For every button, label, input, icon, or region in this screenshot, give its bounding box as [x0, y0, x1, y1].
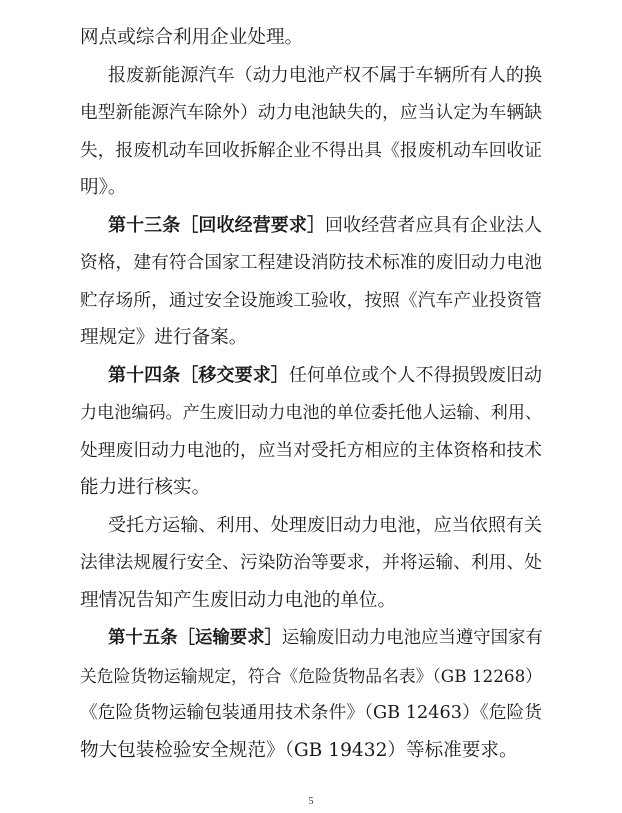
article-13-first-line [108, 214, 542, 238]
article-14-first-line [108, 364, 542, 388]
text-line: 能力进行核实。 [80, 477, 211, 498]
text-line: 报废新能源汽车（动力电池产权不属于车辆所有人的换 [108, 65, 542, 86]
text-line: 理情况告知产生废旧动力电池的单位。 [80, 590, 397, 611]
text-line: 电型新能源汽车除外）动力电池缺失的，应当认定为车辆缺 [80, 103, 542, 123]
text-line: 理规定》进行备案。 [80, 327, 248, 348]
text-line: 处理废旧动力电池的，应当对受托方相应的主体资格和技术 [80, 441, 542, 461]
article-14-heading: 第十四条［移交要求］ [108, 365, 289, 386]
text-line: 网点或综合利用企业处理。 [80, 27, 304, 48]
article-13-text: 回收经营者应具有企业法人 [325, 215, 543, 236]
text-line: 法律法规履行安全、污染防治等要求，并将运输、利用、处 [80, 553, 542, 573]
article-15-first-line [108, 626, 542, 650]
text-line: 《危险货物运输包装通用技术条件》（GB 12463）《危险货 [80, 703, 542, 723]
text-line: 力电池编码。产生废旧动力电池的单位委托他人运输、利用、 [80, 403, 542, 423]
article-14-text: 任何单位或个人不得损毁废旧动 [288, 365, 543, 386]
article-15-text: 运输废旧动力电池应当遵守国家有 [281, 628, 543, 648]
article-15-heading: 第十五条［运输要求］ [108, 628, 282, 648]
text-line: 失，报废机动车回收拆解企业不得出具《报废机动车回收证 [80, 141, 542, 161]
article-13-heading: 第十三条［回收经营要求］ [108, 215, 326, 236]
text-line: 关危险货物运输规定，符合《危险货物品名表》（GB 12268） [80, 666, 543, 686]
text-line: 资格，建有符合国家工程建设消防技术标准的废旧动力电池 [80, 253, 542, 273]
text-line: 受托方运输、利用、处理废旧动力电池，应当依照有关 [108, 515, 542, 536]
text-line: 贮存场所，通过安全设施竣工验收，按照《汽车产业投资管 [80, 291, 542, 311]
text-line: 物大包装检验安全规范》（GB 19432）等标准要求。 [80, 740, 518, 761]
page-number: 5 [308, 796, 314, 807]
text-line: 明》。 [80, 177, 127, 198]
